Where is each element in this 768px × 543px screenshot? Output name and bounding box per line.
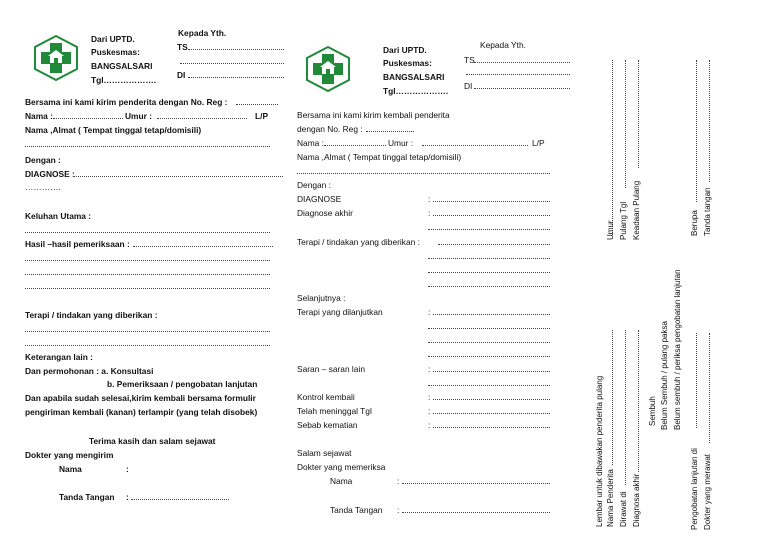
strip-top-line-3 [638,60,639,168]
m-to-title: Kepada Yth. [480,40,526,50]
m-umur-line [422,145,528,146]
m-kontrol-label: Kontrol kembali [297,392,355,402]
m-to-ts: TS [464,55,475,65]
m-terapi-line-0 [438,244,550,245]
m-meninggal-label: Telah meninggal Tgl [297,406,372,416]
alamat-label: Nama ,Almat ( Tempat tinggal tetap/domisili) [25,125,202,135]
m-meninggal-colon: : [428,406,431,416]
m-salam-label: Salam sejawat [297,448,352,458]
strip-pengobatan-line [696,333,697,428]
from-line-3: BANGSALSARI [91,61,153,71]
to-di: DI [177,70,186,80]
to-title: Kepada Yth. [178,28,227,38]
permohonan-label: Dan permohonan : a. Konsultasi [25,366,154,376]
strip-top-line-1 [612,60,613,235]
m-sebab-label: Sebab kematian [297,420,358,430]
m-diag-akhir-line [433,215,550,216]
m-diag-akhir-colon: : [428,208,431,218]
m-lanjut-line-1 [428,328,550,329]
m-reg-line [366,131,414,132]
m-ttd-colon: : [397,505,400,515]
m-terapi-lanjut-colon: : [428,307,431,317]
m-nama-sign-line [402,483,550,484]
m-from-line-4: Tgl………………. [383,86,449,96]
m-terapi-line-2 [428,272,550,273]
lp-label: L/P [255,111,269,121]
m-from-line-3: BANGSALSARI [383,72,445,82]
puskesmas-logo-middle [305,46,351,92]
hasil-line-1 [25,260,270,261]
m-ttd-label: Tanda Tangan [330,505,383,515]
m-selanjutnya-label: Selanjutnya : [297,293,346,303]
diagnose-label: DIAGNOSE : [25,169,75,179]
m-terapi-lanjut-label: Terapi yang dilanjutkan [297,307,383,317]
terapi-line-1 [25,331,270,332]
puskesmas-logo-left [33,35,79,81]
strip-nama-penderita: Nama Penderita [606,469,615,527]
nama-sign-label: Nama [59,464,82,474]
strip-tanda: Tanda tangan [703,187,712,236]
m-kontrol-colon: : [428,392,431,402]
strip-dokter-line [709,333,710,443]
m-alamat-line [297,173,550,174]
strip-sembuh-lanjut: Belum sembuh / periksa pengobatan lanjutan [673,269,682,430]
m-lanjut-line-3 [428,356,550,357]
strip-top-line-2 [625,60,626,188]
apabila-line-2: pengiriman kembali (kanan) terlampir (yang telah disobek) [25,407,258,417]
m-from-line-2: Puskesmas: [383,58,432,68]
strip-umur: Umur [606,220,615,240]
m-alamat-label: Nama ,Almat ( Tempat tinggal tetap/domisili) [297,152,462,162]
m-to-ts-line [474,62,570,63]
diagnose-line [73,176,283,177]
alamat-line [25,146,270,147]
m-terapi-label: Terapi / tindakan yang diberikan : [297,237,420,247]
strip-sembuh-paksa: Belum Sembuh / pulang paksa [660,321,669,430]
strip-berupa: Berupa [690,210,699,236]
m-diagnose-colon: : [428,194,431,204]
m-intro-2: dengan No. Reg : [297,124,363,134]
dengan-label: Dengan : [25,155,61,165]
strip-diagnosa: Diagnosa akhir [632,473,641,527]
m-ttd-line [402,512,550,513]
ttd-label: Tanda Tangan [59,492,115,502]
keterangan-label: Keterangan lain : [25,352,93,362]
strip-dokter-rawat: Dokter yang merawat [703,453,712,530]
to-ts-line-2 [180,63,284,64]
apabila-line-1: Dan apabila sudah selesai,kirim kembali bersama formulir [25,393,256,403]
m-sebab-line [433,427,550,428]
strip-pulang-tgl: Pulang Tgl [619,201,628,240]
ttd-colon: : [126,492,129,502]
terapi-label: Terapi / tindakan yang diberikan : [25,310,158,320]
strip-dirawat-line [625,330,626,485]
umur-line [157,118,247,119]
m-intro-1: Bersama ini kami kirim kembali penderita [297,110,450,120]
nama-line [53,118,123,119]
from-line-1: Dari UPTD. [91,34,135,44]
m-from-line-1: Dari UPTD. [383,45,427,55]
keluhan-label: Keluhan Utama : [25,211,92,221]
keluhan-line [25,232,270,233]
m-meninggal-line [433,413,550,414]
diagnose-dots: …………. [25,182,61,192]
strip-nama-line [612,330,613,465]
nama-label: Nama : [25,111,53,121]
terima-kasih: Terima kasih dan salam sejawat [89,436,216,446]
strip-pengobatan: Pengobatan lanjutan di [690,448,699,530]
reg-line [236,104,278,105]
to-di-line [188,77,284,78]
dokter-label: Dokter yang mengirim [25,450,114,460]
strip-lembar: Lembar untuk dibawakan penderita pulang [595,375,604,527]
m-to-ts-line-2 [466,74,570,75]
strip-keadaan: Keadaan Pulang [632,180,641,240]
m-to-di: DI [464,81,473,91]
m-lanjut-line-2 [428,342,550,343]
m-diagnose-label: DIAGNOSE [297,194,342,204]
from-line-2: Puskesmas: [91,47,140,57]
m-saran-line [433,371,550,372]
m-umur-label: Umur : [388,138,414,148]
m-terapi-line-1 [428,258,550,259]
m-dengan-label: Dengan : [297,180,331,190]
m-saran-label: Saran – saran lain [297,364,365,374]
m-saran-line-2 [428,385,550,386]
hasil-line-3 [25,288,270,289]
m-nama-sign-colon: : [397,476,400,486]
m-to-di-line [474,88,570,89]
hasil-line-0 [133,246,273,247]
umur-label: Umur : [125,111,152,121]
m-saran-colon: : [428,364,431,374]
m-kontrol-line [433,399,550,400]
nama-sign-colon: : [126,464,129,474]
strip-berupa-line [696,60,697,202]
strip-sembuh: Sembuh [648,396,657,426]
terapi-line-2 [25,345,270,346]
strip-dirawat: Dirawat di [619,491,628,527]
strip-diagnosa-line [638,330,639,472]
from-line-4: Tgl………………. [91,75,157,85]
m-terapi-line-3 [428,286,550,287]
m-diag-akhir-label: Diagnose akhir [297,208,353,218]
intro: Bersama ini kami kirim penderita dengan No. Reg : [25,97,228,107]
m-dokter-label: Dokter yang memeriksa [297,462,386,472]
strip-tanda-line [709,60,710,182]
pemeriksaan-label: b. Pemeriksaan / pengobatan lanjutan [107,379,258,389]
m-lp-label: L/P [532,138,545,148]
m-nama-line [324,145,386,146]
m-nama-sign-label: Nama [330,476,353,486]
hasil-line-2 [25,274,270,275]
hasil-label: Hasil –hasil pemeriksaan : [25,239,130,249]
to-ts: TS [177,42,188,52]
m-sebab-colon: : [428,420,431,430]
ttd-line [131,499,229,500]
m-nama-label: Nama : [297,138,324,148]
m-terapi-lanjut-line [433,314,550,315]
m-diag-line-2 [428,229,550,230]
m-diagnose-line [433,201,550,202]
to-ts-line [188,49,284,50]
